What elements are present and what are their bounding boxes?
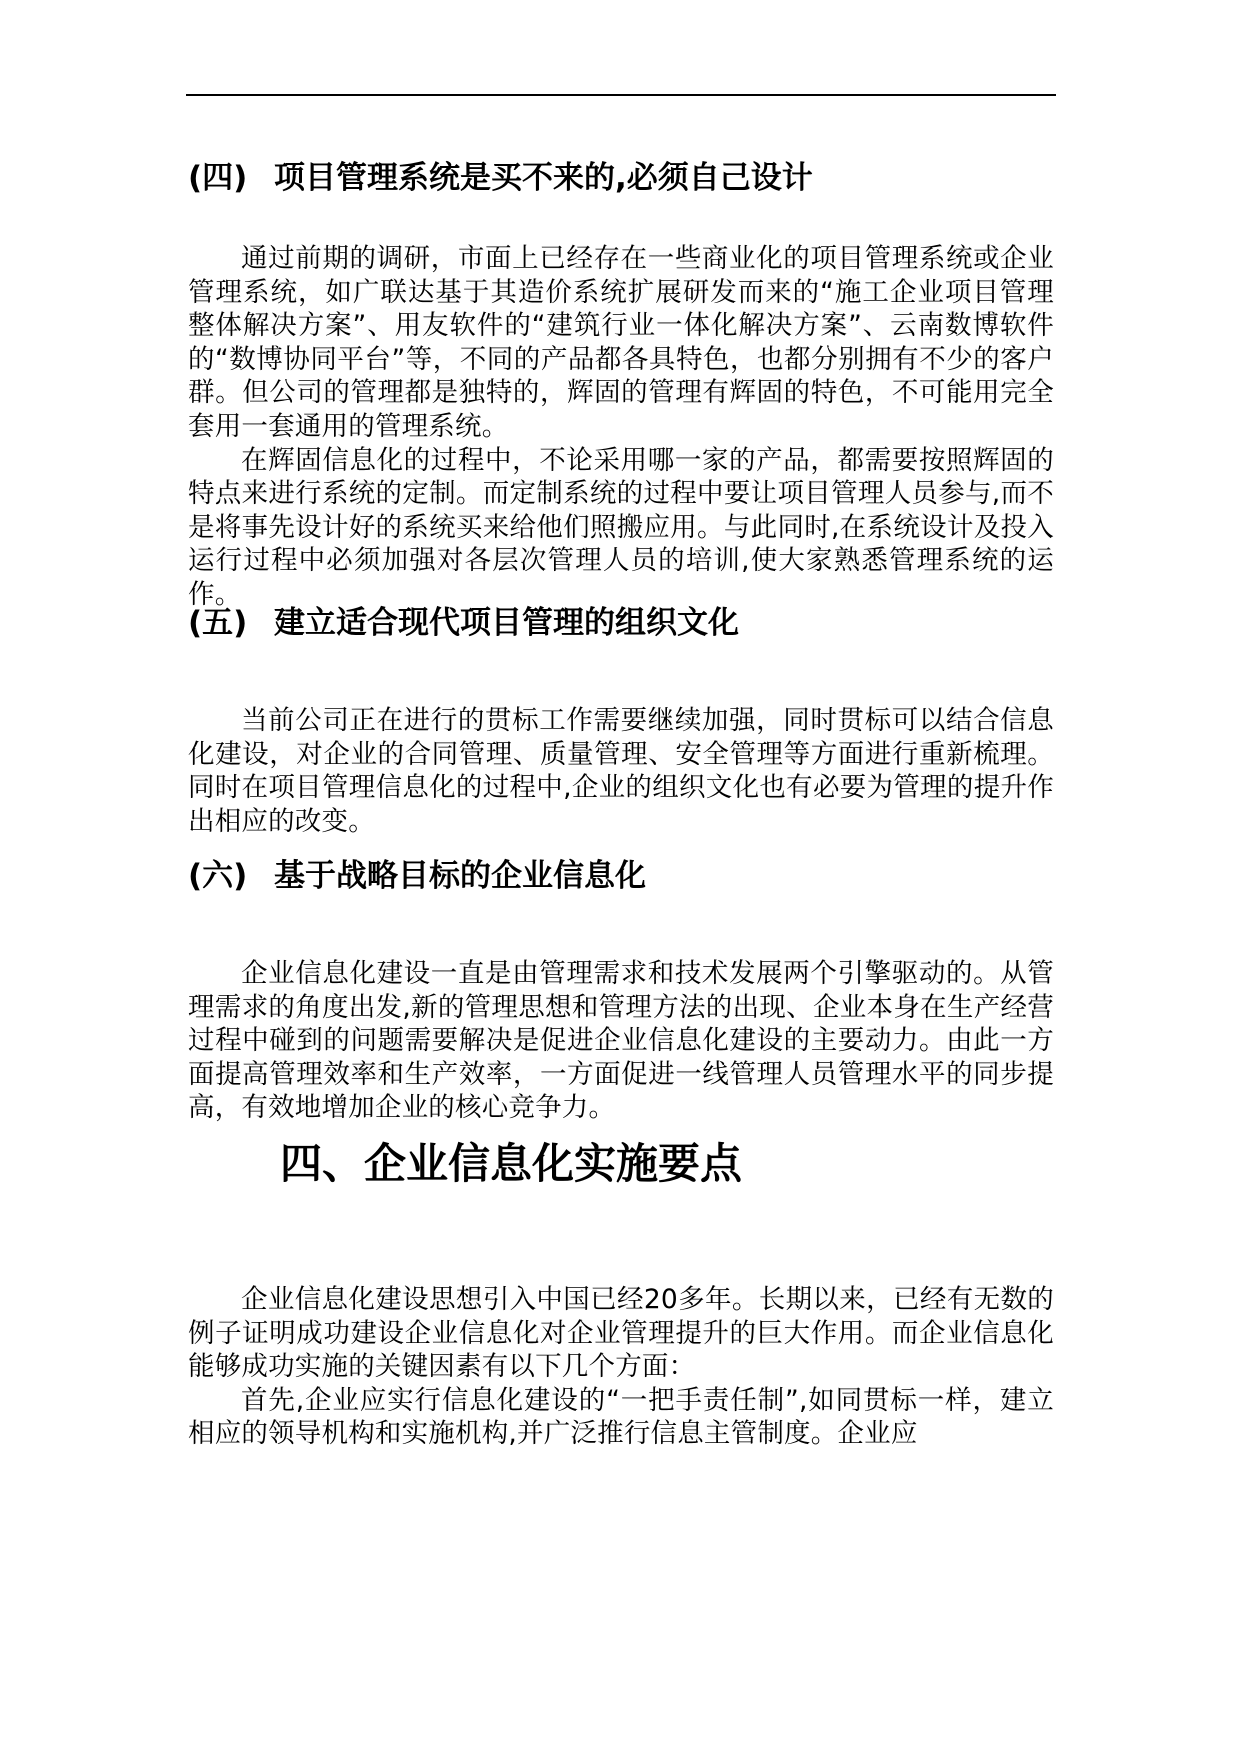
paragraph: 企业信息化建设一直是由管理需求和技术发展两个引擎驱动的。从管理需求的角度出发,新的管理思想和管理方法的出现、企业本身在生产经营过程中碰到的问题需要解决是促进企业信息化建设的主要动力。由此一方面提高管理效率和生产效率，一方面促进一线管理人员管理水平的同步提高，有效地增加企业的核心竞争力。 xyxy=(188,958,1054,1124)
paragraph: 在辉固信息化的过程中，不论采用哪一家的产品，都需要按照辉固的特点来进行系统的定制。而定制系统的过程中要让项目管理人员参与,而不是将事先设计好的系统买来给他们照搬应用。与此同时,在系统设计及投入运行过程中必须加强对各层次管理人员的培训,使大家熟悉管理系统的运作。 xyxy=(188,444,1054,610)
header-rule xyxy=(186,94,1056,96)
section-5-body xyxy=(188,704,1054,838)
section-title: 基于战略目标的企业信息化 xyxy=(274,858,646,894)
chapter-body xyxy=(188,1283,1054,1451)
paragraph: 企业信息化建设思想引入中国已经20多年。长期以来，已经有无数的例子证明成功建设企业信息化对企业管理提升的巨大作用。而企业信息化能够成功实施的关键因素有以下几个方面： xyxy=(188,1284,1054,1383)
chapter-heading: 四、企业信息化实施要点 xyxy=(280,1139,743,1188)
section-4-body xyxy=(188,242,1054,612)
paragraph: 通过前期的调研，市面上已经存在一些商业化的项目管理系统或企业管理系统，如广联达基于其造价系统扩展研发而来的“施工企业项目管理整体解决方案”、用友软件的“建筑行业一体化解决方案”、云南数博软件的“数博协同平台”等，不同的产品都各具特色，也都分别拥有不少的客户群。但公司的管理都是独特的，辉固的管理有辉固的特色，不可能用完全套用一套通用的管理系统。 xyxy=(188,243,1054,442)
section-number: (五) xyxy=(188,605,248,641)
section-heading-4 xyxy=(188,158,813,198)
section-6-body xyxy=(188,957,1054,1125)
section-number: (六) xyxy=(188,858,248,894)
paragraph: 首先,企业应实行信息化建设的“一把手责任制”,如同贯标一样，建立相应的领导机构和实施机构,并广泛推行信息主管制度。企业应 xyxy=(188,1384,1054,1450)
paragraph: 当前公司正在进行的贯标工作需要继续加强，同时贯标可以结合信息化建设，对企业的合同管理、质量管理、安全管理等方面进行重新梳理。同时在项目管理信息化的过程中,企业的组织文化也有必要为管理的提升作出相应的改变。 xyxy=(188,705,1054,837)
section-title: 建立适合现代项目管理的组织文化 xyxy=(274,605,739,641)
section-number: (四) xyxy=(188,160,248,196)
section-heading-6 xyxy=(188,856,646,896)
section-title: 项目管理系统是买不来的,必须自己设计 xyxy=(274,160,813,196)
section-heading-5 xyxy=(188,603,739,643)
